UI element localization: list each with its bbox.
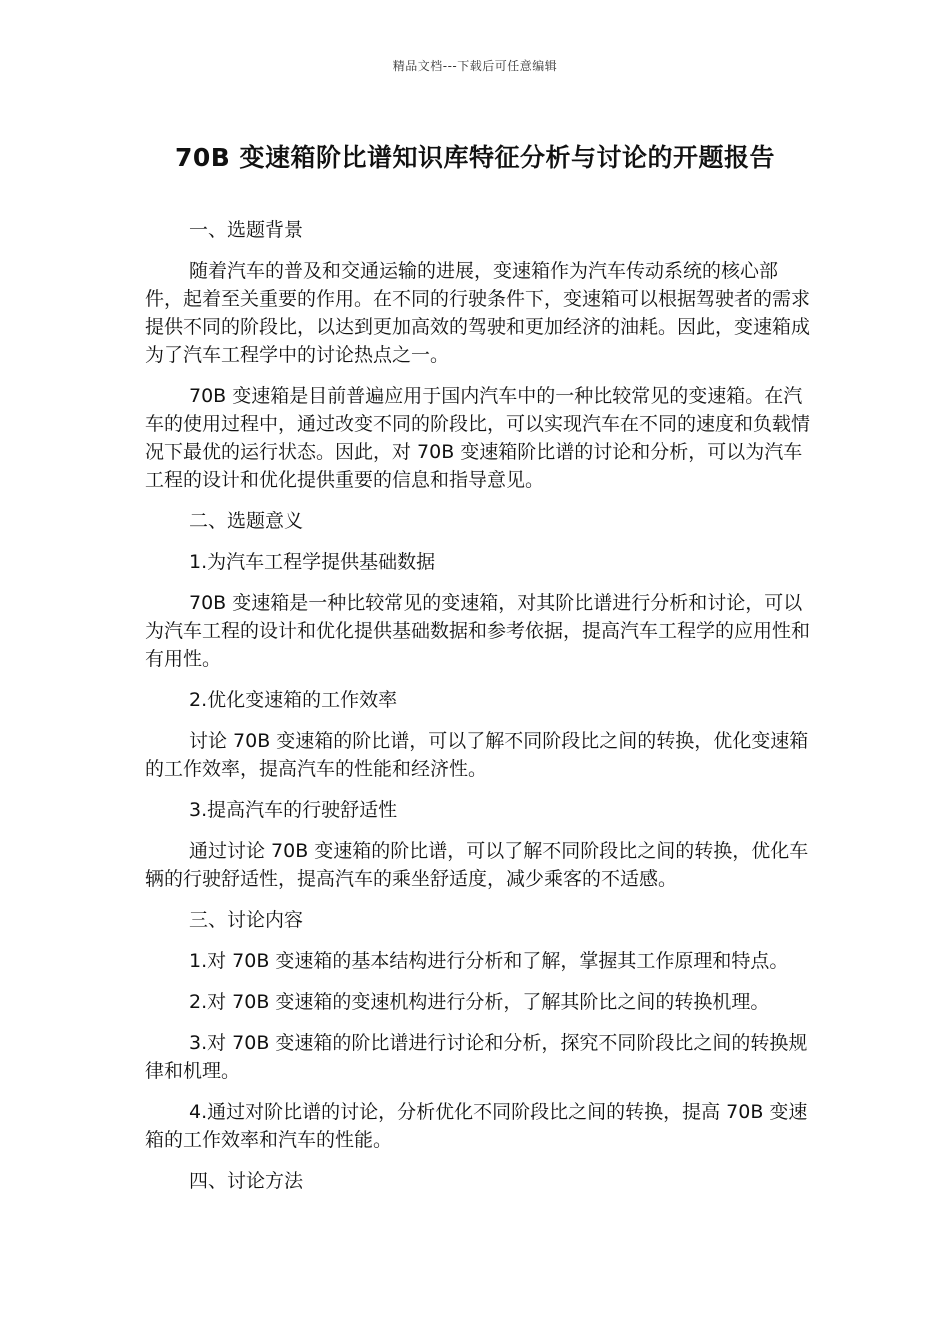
section-heading-methods: 四、讨论方法 (189, 1170, 304, 1192)
document-title: 70B 变速箱阶比谱知识库特征分析与讨论的开题报告 (174, 143, 776, 172)
subheading: 1.为汽车工程学提供基础数据 (189, 551, 436, 573)
paragraph: 讨论 70B 变速箱的阶比谱，可以了解不同阶段比之间的转换，优化变速箱的工作效率，提高汽车的性能和经济性。 (145, 730, 809, 780)
paragraph: 随着汽车的普及和交通运输的进展，变速箱作为汽车传动系统的核心部件，起着至关重要的作用。在不同的行驶条件下，变速箱可以根据驾驶者的需求提供不同的阶段比，以达到更加高效的驾驶和更加经济的油耗。因此，变速箱成为了汽车工程学中的讨论热点之一。 (145, 260, 811, 366)
section-heading-background: 一、选题背景 (189, 219, 304, 241)
list-item: 1.对 70B 变速箱的基本结构进行分析和了解，掌握其工作原理和特点。 (189, 950, 789, 972)
list-item: 2.对 70B 变速箱的变速机构进行分析，了解其阶比之间的转换机理。 (189, 991, 770, 1013)
list-item: 3.对 70B 变速箱的阶比谱进行讨论和分析，探究不同阶段比之间的转换规律和机理。 (145, 1032, 808, 1082)
section-heading-content: 三、讨论内容 (189, 909, 304, 931)
subheading: 3.提高汽车的行驶舒适性 (189, 799, 398, 821)
paragraph: 70B 变速箱是一种比较常见的变速箱，对其阶比谱进行分析和讨论，可以为汽车工程的设计和优化提供基础数据和参考依据，提高汽车工程学的应用性和有用性。 (145, 592, 811, 670)
subheading: 2.优化变速箱的工作效率 (189, 689, 398, 711)
header-note: 精品文档---下载后可任意编辑 (392, 59, 558, 73)
paragraph: 70B 变速箱是目前普遍应用于国内汽车中的一种比较常见的变速箱。在汽车的使用过程中，通过改变不同的阶段比，可以实现汽车在不同的速度和负载情况下最优的运行状态。因此，对 70B 变速箱阶比谱的讨论和分析，可以为汽车工程的设计和优化提供重要的信息和指导意见。 (145, 385, 811, 491)
section-heading-significance: 二、选题意义 (189, 510, 304, 532)
document-body (145, 216, 810, 1208)
list-item: 4.通过对阶比谱的讨论，分析优化不同阶段比之间的转换，提高 70B 变速箱的工作效率和汽车的性能。 (145, 1101, 808, 1151)
paragraph: 通过讨论 70B 变速箱的阶比谱，可以了解不同阶段比之间的转换，优化车辆的行驶舒适性，提高汽车的乘坐舒适度，减少乘客的不适感。 (145, 840, 809, 890)
